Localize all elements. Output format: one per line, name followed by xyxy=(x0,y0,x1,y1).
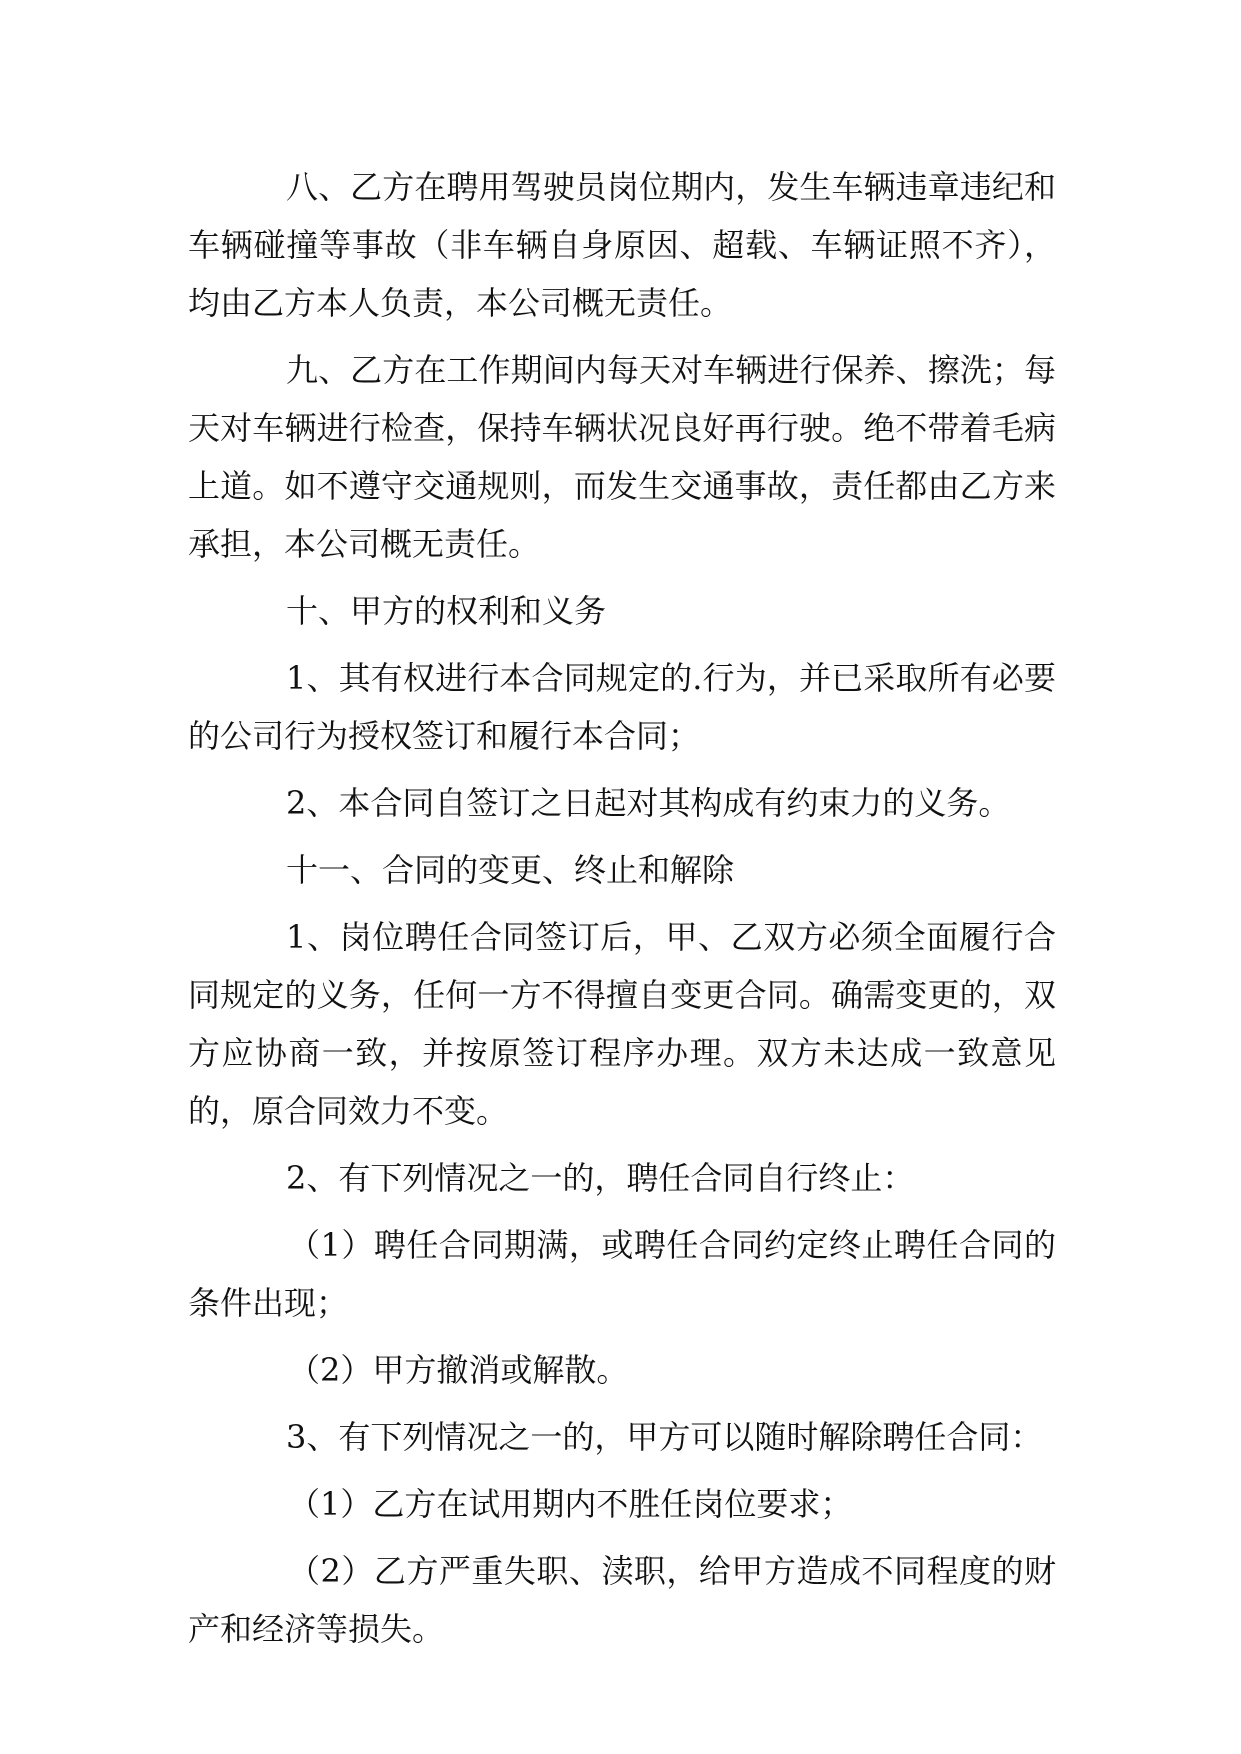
clause-11-item-2: 2、有下列情况之一的，聘任合同自行终止： xyxy=(286,1159,915,1197)
document-body xyxy=(188,158,1056,1667)
clause-11-item-3: 3、有下列情况之一的，甲方可以随时解除聘任合同： xyxy=(286,1418,1043,1456)
clause-8-paragraph: 八、乙方在聘用驾驶员岗位期内，发生车辆违章违纪和车辆碰撞等事故（非车辆自身原因、超载、车辆证照不齐），均由乙方本人负责，本公司概无责任。 xyxy=(188,168,1056,322)
clause-11-item-2-sub-1: （1）聘任合同期满，或聘任合同约定终止聘任合同的条件出现； xyxy=(188,1226,1056,1322)
clause-11-heading: 十一、合同的变更、终止和解除 xyxy=(286,851,735,889)
clause-9-paragraph: 九、乙方在工作期间内每天对车辆进行保养、擦洗；每天对车辆进行检查，保持车辆状况良好再行驶。绝不带着毛病上道。如不遵守交通规则，而发生交通事故，责任都由乙方来承担，本公司概无责任。 xyxy=(188,351,1056,563)
clause-11-item-2-sub-2: （2）甲方撤消或解散。 xyxy=(288,1351,629,1389)
clause-10-item-1: 1、其有权进行本合同规定的.行为，并已采取所有必要的公司行为授权签订和履行本合同； xyxy=(188,659,1056,755)
clause-10-item-2: 2、本合同自签订之日起对其构成有约束力的义务。 xyxy=(286,784,1011,822)
clause-11-item-3-sub-1: （1）乙方在试用期内不胜任岗位要求； xyxy=(288,1485,853,1523)
clause-11-item-3-sub-2: （2）乙方严重失职、渎职，给甲方造成不同程度的财产和经济等损失。 xyxy=(188,1552,1056,1648)
clause-11-item-1: 1、岗位聘任合同签订后，甲、乙双方必须全面履行合同规定的义务，任何一方不得擅自变更合同。确需变更的，双方应协商一致，并按原签订程序办理。双方未达成一致意见的，原合同效力不变。 xyxy=(188,918,1056,1130)
clause-10-heading: 十、甲方的权利和义务 xyxy=(286,592,607,630)
